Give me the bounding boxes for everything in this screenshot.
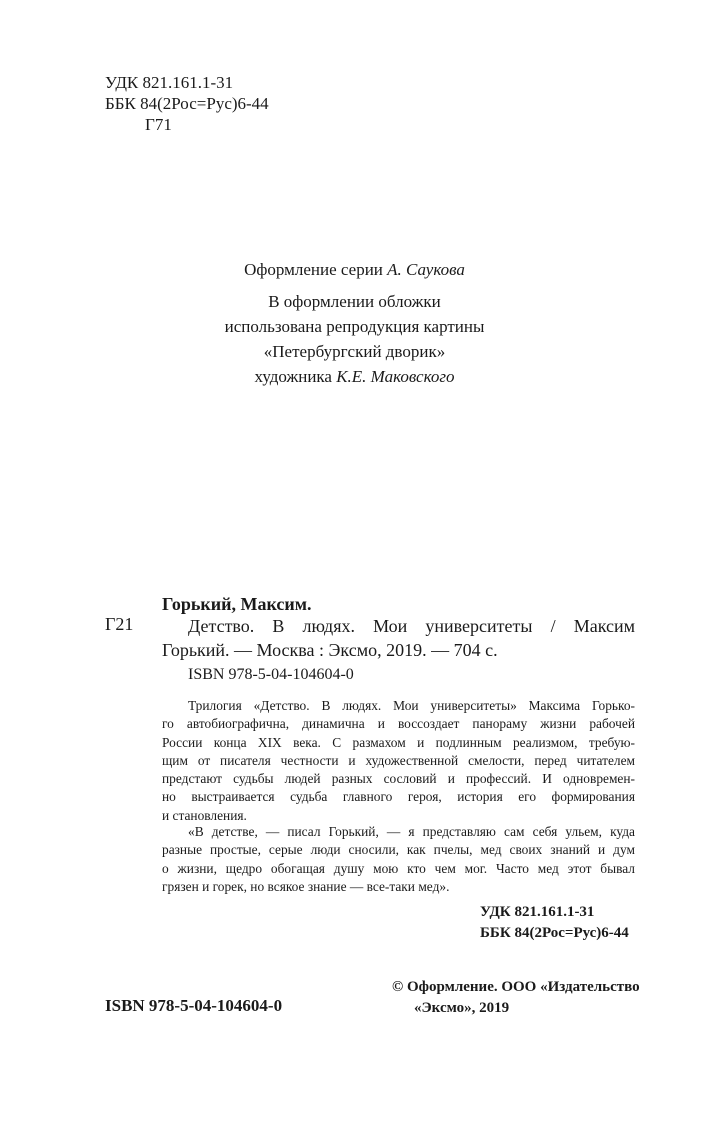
annotation-line: разные простые, серые люди сносили, как пчелы, мед своих знаний и дум: [162, 842, 635, 858]
series-label: Оформление серии: [244, 260, 383, 279]
record-entry: [162, 614, 635, 662]
classification-top: [105, 72, 269, 135]
cover-line-1: В оформлении обложки: [268, 292, 441, 311]
author-mark: Г71: [145, 115, 172, 134]
annotation-line: Трилогия «Детство. В людях. Мои университеты» Максима Горько-: [188, 698, 635, 713]
artist-label: художника: [254, 367, 332, 386]
annotation-line: но выстраивается судьба главного героя, история его формирования: [162, 789, 635, 805]
cover-credit: [0, 289, 709, 389]
udk-code: УДК 821.161.1-31: [105, 73, 234, 92]
bbk-code-bottom: ББК 84(2Рос=Рус)6-44: [480, 925, 629, 941]
annotation-line: «В детстве, — писал Горький, — я представляю сам себя ульем, куда: [188, 824, 635, 839]
annotation-line: России конца XIX века. С размахом и подлинным реализмом, требую-: [162, 734, 635, 750]
copyright-line-2: «Эксмо», 2019: [414, 1000, 510, 1016]
copyright-notice: [392, 977, 640, 1019]
record-author: Горький, Максим.: [162, 594, 312, 614]
record-code: Г21: [105, 614, 134, 634]
annotation-paragraph-1: [162, 697, 635, 825]
annotation-line: грязен и горек, но всякое знание — все-таки мед».: [162, 878, 450, 894]
bbk-code: ББК 84(2Рос=Рус)6-44: [105, 94, 269, 113]
annotation-line: о жизни, щедро обогащая душу мою кто чем мог. Часто мед этот бывал: [162, 860, 635, 876]
annotation-line: щим от писателя честности и художественной смелости, перед читателем: [162, 752, 635, 768]
record-line-1: Детство. В людях. Мои университеты / Максим: [188, 616, 635, 636]
annotation-line: предстают судьбы людей разных сословий и профессий. И одновремен-: [162, 771, 635, 787]
cover-line-2: использована репродукция картины: [224, 317, 485, 336]
annotation-line: го автобиографична, динамична и воссоздает панораму жизни рабочей: [162, 716, 635, 732]
artist-name: К.Е. Маковского: [336, 367, 455, 386]
cover-line-3: «Петербургский дворик»: [263, 342, 446, 361]
series-credit: [0, 257, 709, 282]
copyright-line-1: © Оформление. ООО «Издательство: [392, 979, 640, 995]
record-line-2: Горький. — Москва : Эксмо, 2019. — 704 с.: [162, 640, 498, 660]
classification-bottom: [480, 902, 629, 944]
udk-code-bottom: УДК 821.161.1-31: [480, 904, 595, 920]
annotation-line: и становления.: [162, 807, 247, 823]
series-designer: А. Саукова: [387, 260, 465, 279]
annotation-paragraph-2: [162, 823, 635, 896]
artist-line: [0, 364, 709, 389]
record-isbn: ISBN 978-5-04-104604-0: [188, 666, 354, 683]
isbn-bottom: ISBN 978-5-04-104604-0: [105, 996, 283, 1015]
